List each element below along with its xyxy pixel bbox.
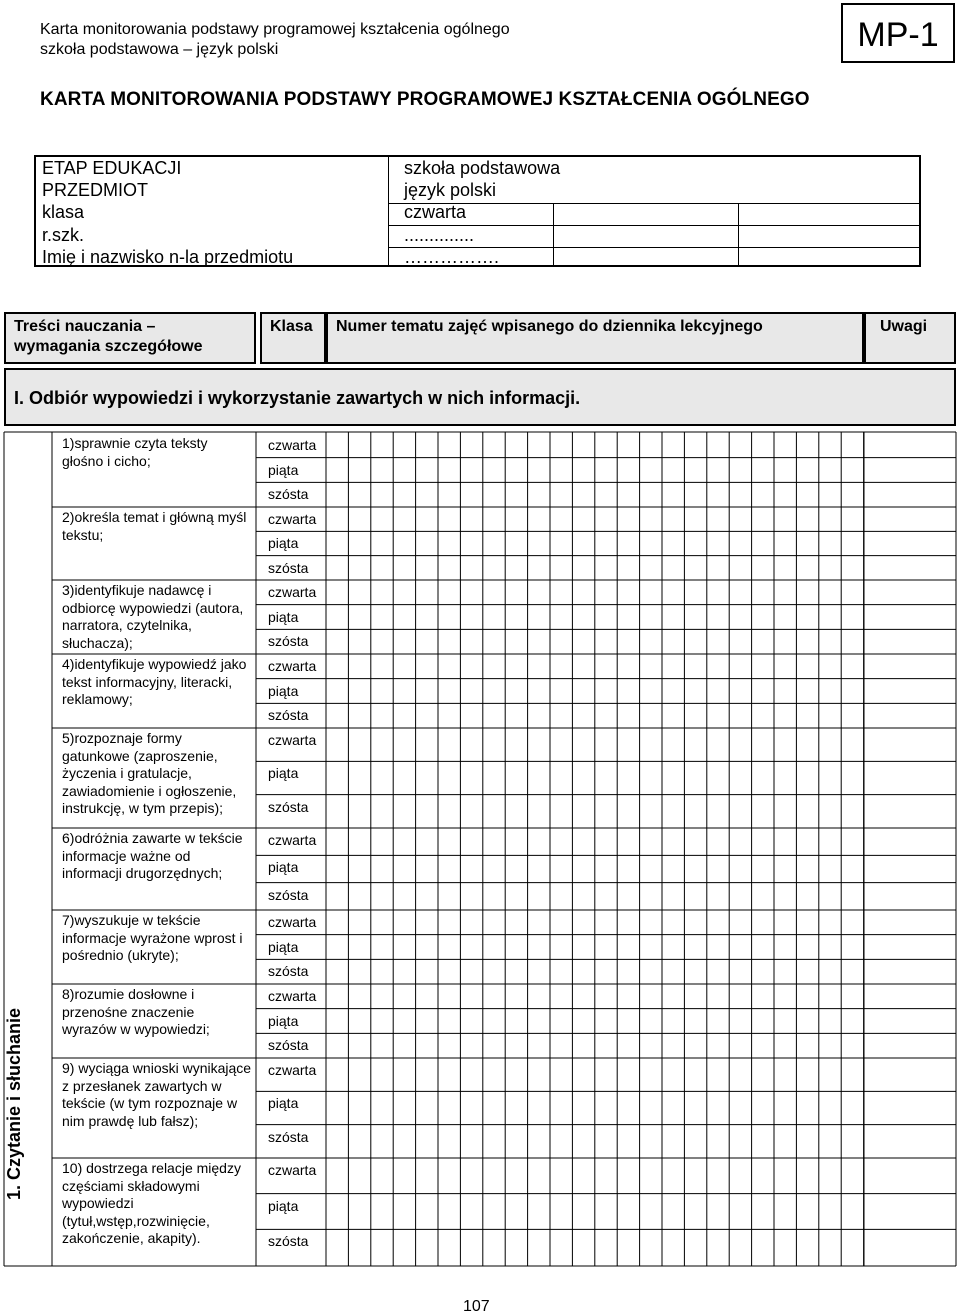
item-class-label: szósta (268, 1128, 309, 1145)
item-class-label: szósta (268, 633, 309, 650)
side-label: 1. Czytanie i słuchanie (4, 1007, 24, 1200)
header-line-1: Karta monitorowania podstawy programowej kształcenia ogólnego (40, 21, 510, 38)
page-title: KARTA MONITOROWANIA PODSTAWY PROGRAMOWEJ KSZTAŁCENIA OGÓLNEGO (40, 89, 810, 110)
header-cell-tresci: Treści nauczania – wymagania szczegółowe (4, 312, 256, 364)
item-class-label: szósta (268, 963, 309, 980)
item-class-label: szósta (268, 798, 309, 815)
item-class-label: szósta (268, 559, 309, 576)
info-value-nauczyciel: ……………. (404, 247, 500, 267)
item-class-label: czwarta (268, 1062, 317, 1078)
item-class-label: piąta (268, 1012, 299, 1029)
item-class-label: szósta (268, 486, 309, 503)
item-class-label: piąta (268, 1197, 299, 1214)
section-title: I. Odbiór wypowiedzi i wykorzystanie zawartych w nich informacji. (14, 388, 581, 408)
info-label-rok-szkolny: r.szk. (42, 225, 85, 245)
item-class-label: piąta (268, 859, 299, 876)
info-value-klasa: czwarta (404, 202, 467, 222)
item-class-label: szósta (268, 1233, 309, 1250)
item-class-label: czwarta (268, 584, 317, 600)
info-value-przedmiot: język polski (404, 180, 497, 200)
item-class-label: szósta (268, 886, 309, 903)
info-label-nauczyciel: Imię i nazwisko n-la przedmiotu (42, 247, 294, 267)
item-class-label: piąta (268, 682, 299, 699)
item-class-label: czwarta (268, 511, 317, 527)
item-text: 7)wyszukuje w tekście informacje wyrażone wprost i pośrednio (ukryte); (62, 912, 243, 963)
form-code-box: MP-1 (841, 3, 955, 63)
item-class-label: piąta (268, 1095, 299, 1112)
info-label-przedmiot: PRZEDMIOT (42, 180, 148, 200)
item-class-label: czwarta (268, 1162, 317, 1178)
item-text: 1)sprawnie czyta teksty głośno i cicho; (62, 435, 208, 469)
item-text: 3)identyfikuje nadawcę i odbiorcę wypowiedzi (autora, narratora, czytelnika, słuchacza); (62, 582, 244, 651)
item-class-label: szósta (268, 1037, 309, 1054)
item-class-label: czwarta (268, 732, 317, 748)
item-text: 2)określa temat i główną myśl tekstu; (62, 509, 247, 543)
item-class-label: czwarta (268, 437, 317, 453)
info-label-etap: ETAP EDUKACJI (42, 158, 182, 178)
header-cell-klasa: Klasa (260, 312, 326, 364)
item-class-label: piąta (268, 535, 299, 552)
item-class-label: piąta (268, 608, 299, 625)
item-text: 5)rozpoznaje formy gatunkowe (zaproszenie, życzenia i gratulacje, zawiadomienie i ogłoszenie, instrukcję, w tym przepis); (62, 730, 237, 816)
info-value-rok-szkolny: .............. (404, 225, 475, 245)
item-text: 8)rozumie dosłowne i przenośne znaczenie wyrazów w wypowiedzi; (62, 986, 210, 1037)
info-value-etap: szkoła podstawowa (404, 158, 561, 178)
item-text: 9) wyciąga wnioski wynikające z przesłanek zawartych w tekście (w tym rozpoznaje w nim prawdę lub fałsz); (62, 1060, 252, 1129)
item-class-label: piąta (268, 938, 299, 955)
item-class-label: czwarta (268, 914, 317, 930)
page-number: 107 (463, 1298, 490, 1315)
item-text: 4)identyfikuje wypowiedź jako tekst informacyjny, literacki, reklamowy; (62, 656, 247, 707)
item-class-label: czwarta (268, 658, 317, 674)
item-class-label: piąta (268, 461, 299, 478)
item-text: 6)odróżnia zawarte w tekście informacje ważne od informacji drugorzędnych; (62, 830, 243, 881)
header-line-2: szkoła podstawowa – język polski (40, 41, 279, 58)
header-cell-uwagi: Uwagi (864, 312, 956, 364)
item-class-label: czwarta (268, 832, 317, 848)
info-label-klasa: klasa (42, 202, 85, 222)
item-class-label: szósta (268, 707, 309, 724)
item-text: 10) dostrzega relacje między częściami składowymi wypowiedzi (tytuł,wstęp,rozwinięcie, zakończenie, akapity). (62, 1160, 241, 1246)
item-class-label: czwarta (268, 988, 317, 1004)
item-class-label: piąta (268, 765, 299, 782)
header-cell-numer-tematu: Numer tematu zajęć wpisanego do dziennika lekcyjnego (326, 312, 864, 364)
